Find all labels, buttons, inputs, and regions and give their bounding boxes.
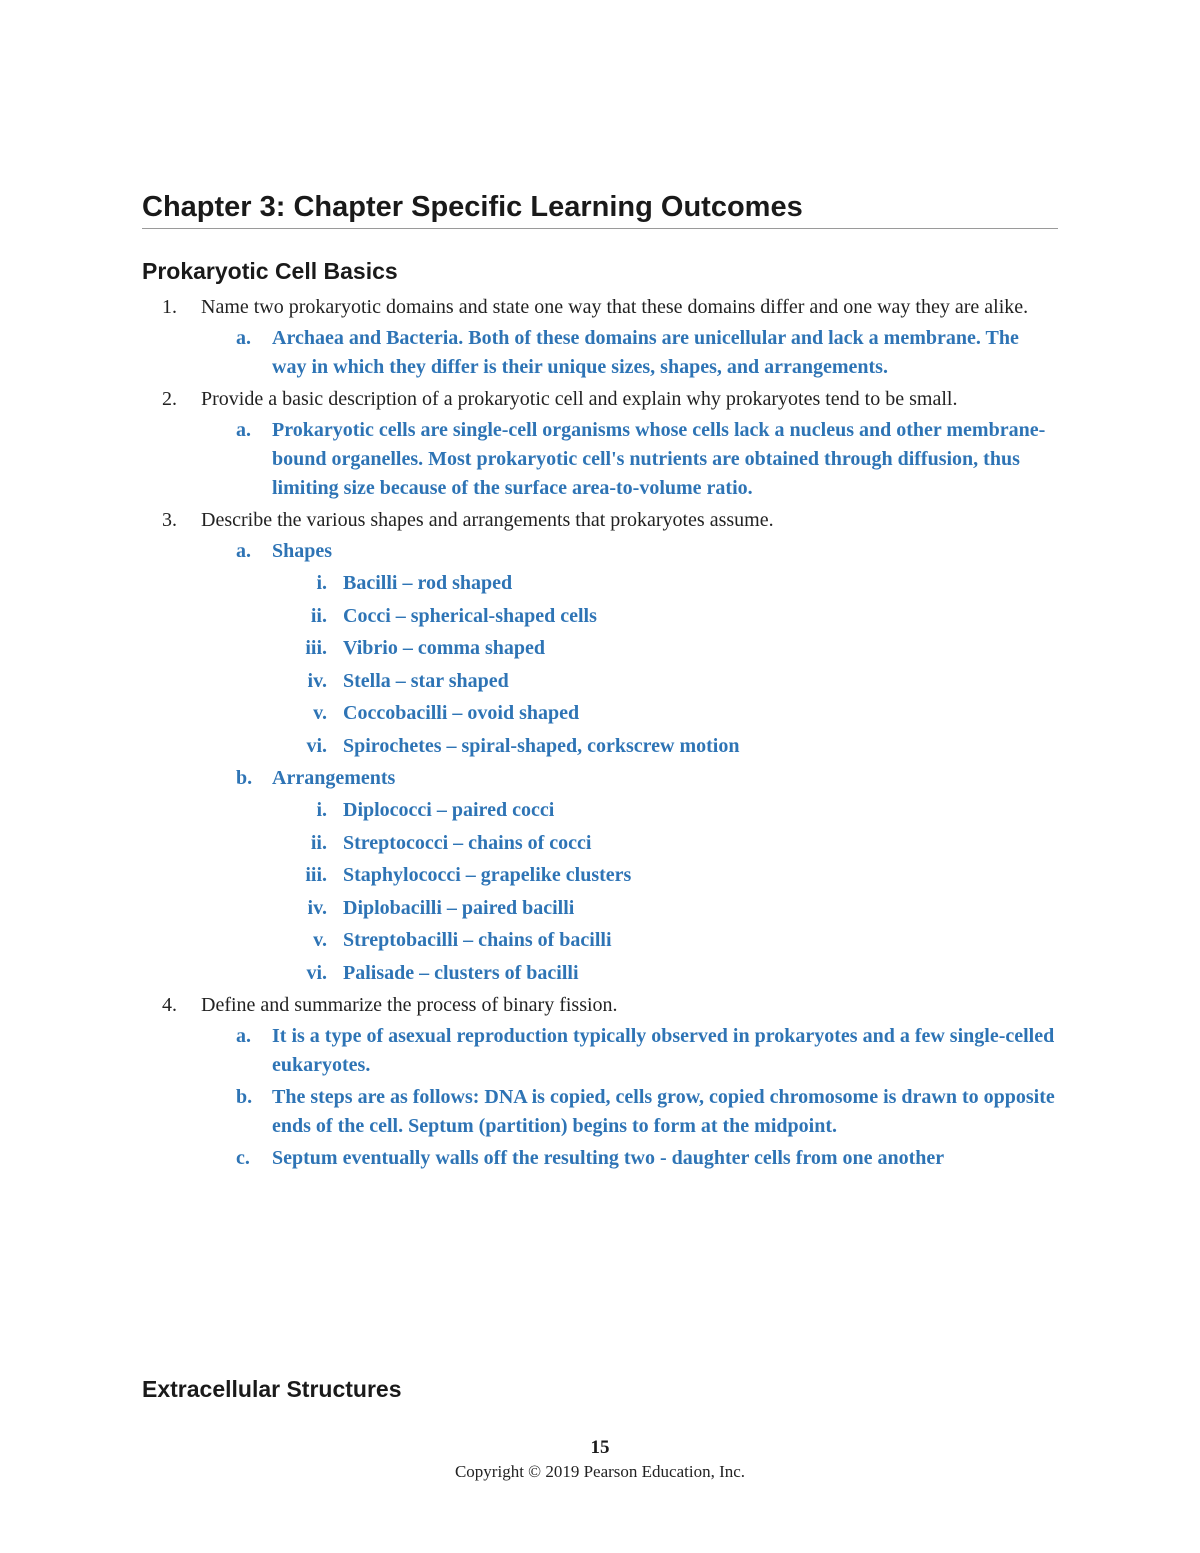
arrangement-text: Streptococci – chains of cocci (343, 831, 592, 854)
question-item (142, 293, 1058, 382)
answer-marker: b. (236, 1086, 253, 1108)
arrangement-list (272, 796, 1058, 988)
answer-text: Arrangements (272, 767, 396, 789)
roman-marker: ii. (310, 831, 327, 854)
shape-text: Vibrio – comma shaped (343, 637, 546, 659)
arrangement-item (272, 959, 1058, 988)
answer-marker: c. (236, 1147, 250, 1169)
roman-marker: i. (316, 572, 327, 594)
answer-marker: a. (236, 540, 251, 562)
roman-marker: i. (316, 799, 327, 821)
chapter-title: Chapter 3: Chapter Specific Learning Outcomes (142, 190, 1058, 229)
shape-item (272, 667, 1058, 696)
answer-item (201, 1083, 1058, 1141)
answer-item (201, 1144, 1058, 1173)
shape-text: Cocci – spherical-shaped cells (343, 604, 597, 627)
arrangement-text: Staphylococci – grapelike clusters (343, 864, 632, 886)
arrangement-item (272, 796, 1058, 825)
roman-marker: iv. (307, 896, 327, 919)
answer-text: Shapes (272, 540, 333, 562)
roman-marker: vi. (306, 961, 327, 984)
arrangement-text: Diplobacilli – paired bacilli (343, 896, 575, 919)
arrangement-item (272, 926, 1058, 955)
shape-text: Bacilli – rod shaped (343, 572, 513, 594)
answer-list (201, 537, 1058, 988)
question-text: Define and summarize the process of binary fission. (201, 994, 618, 1016)
question-item (142, 506, 1058, 988)
answer-text: Septum eventually walls off the resulting two - daughter cells from one another (272, 1147, 945, 1169)
arrangement-text: Streptobacilli – chains of bacilli (343, 929, 612, 951)
page-number: 15 (590, 1437, 610, 1458)
roman-marker: iii. (305, 864, 327, 886)
shape-list (272, 569, 1058, 761)
question-item (142, 991, 1058, 1173)
answer-item-shapes (201, 537, 1058, 761)
arrangement-text: Palisade – clusters of bacilli (343, 961, 579, 984)
answer-list (201, 1022, 1058, 1173)
arrangement-text: Diplococci – paired cocci (343, 799, 555, 821)
section-heading-prokaryotic-cell-basics: Prokaryotic Cell Basics (142, 258, 398, 284)
arrangement-item (272, 894, 1058, 923)
roman-marker: v. (313, 702, 327, 724)
roman-marker: iii. (305, 637, 327, 659)
question-list (142, 293, 1058, 1176)
shape-item (272, 634, 1058, 663)
roman-marker: iv. (307, 669, 327, 692)
answer-item (201, 416, 1058, 503)
answer-text: Archaea and Bacteria. Both of these domains are unicellular and lack a membrane. The way in which they differ is their unique sizes, shapes, and arrangements. (272, 327, 1019, 378)
shape-item (272, 569, 1058, 598)
answer-marker: a. (236, 419, 251, 441)
question-number: 2. (162, 388, 177, 410)
roman-marker: ii. (310, 604, 327, 627)
arrangement-item (272, 861, 1058, 890)
shape-text: Stella – star shaped (343, 669, 509, 692)
question-text: Describe the various shapes and arrangements that prokaryotes assume. (201, 509, 774, 531)
section-heading-extracellular-structures: Extracellular Structures (142, 1376, 402, 1402)
answer-text: Prokaryotic cells are single-cell organisms whose cells lack a nucleus and other membrane-bound organelles. Most prokaryotic cell's nutrients are obtained through diffusion, thus limiting size because of the surface area-to-volume ratio. (272, 419, 1046, 499)
answer-list (201, 416, 1058, 503)
answer-marker: a. (236, 1025, 251, 1047)
shape-text: Coccobacilli – ovoid shaped (343, 702, 580, 724)
answer-text: It is a type of asexual reproduction typically observed in prokaryotes and a few single-celled eukaryotes. (272, 1025, 1055, 1076)
roman-marker: vi. (306, 734, 327, 757)
copyright-notice: Copyright © 2019 Pearson Education, Inc. (454, 1462, 746, 1481)
answer-marker: a. (236, 327, 251, 349)
answer-list (201, 324, 1058, 382)
shape-item (272, 699, 1058, 728)
shape-item (272, 732, 1058, 761)
answer-item (201, 1022, 1058, 1080)
question-number: 1. (162, 296, 177, 318)
question-number: 4. (162, 994, 177, 1016)
answer-text: The steps are as follows: DNA is copied, cells grow, copied chromosome is drawn to opposite ends of the cell. Septum (partition) begins to form at the midpoint. (272, 1086, 1055, 1137)
question-number: 3. (162, 509, 177, 531)
answer-marker: b. (236, 767, 253, 789)
shape-item (272, 602, 1058, 631)
answer-item (201, 324, 1058, 382)
question-text: Provide a basic description of a prokaryotic cell and explain why prokaryotes tend to be small. (201, 388, 958, 410)
roman-marker: v. (313, 929, 327, 951)
question-text: Name two prokaryotic domains and state one way that these domains differ and one way they are alike. (201, 296, 1029, 318)
arrangement-item (272, 829, 1058, 858)
shape-text: Spirochetes – spiral-shaped, corkscrew motion (343, 734, 740, 757)
question-item (142, 385, 1058, 503)
answer-item-arrangements (201, 764, 1058, 988)
